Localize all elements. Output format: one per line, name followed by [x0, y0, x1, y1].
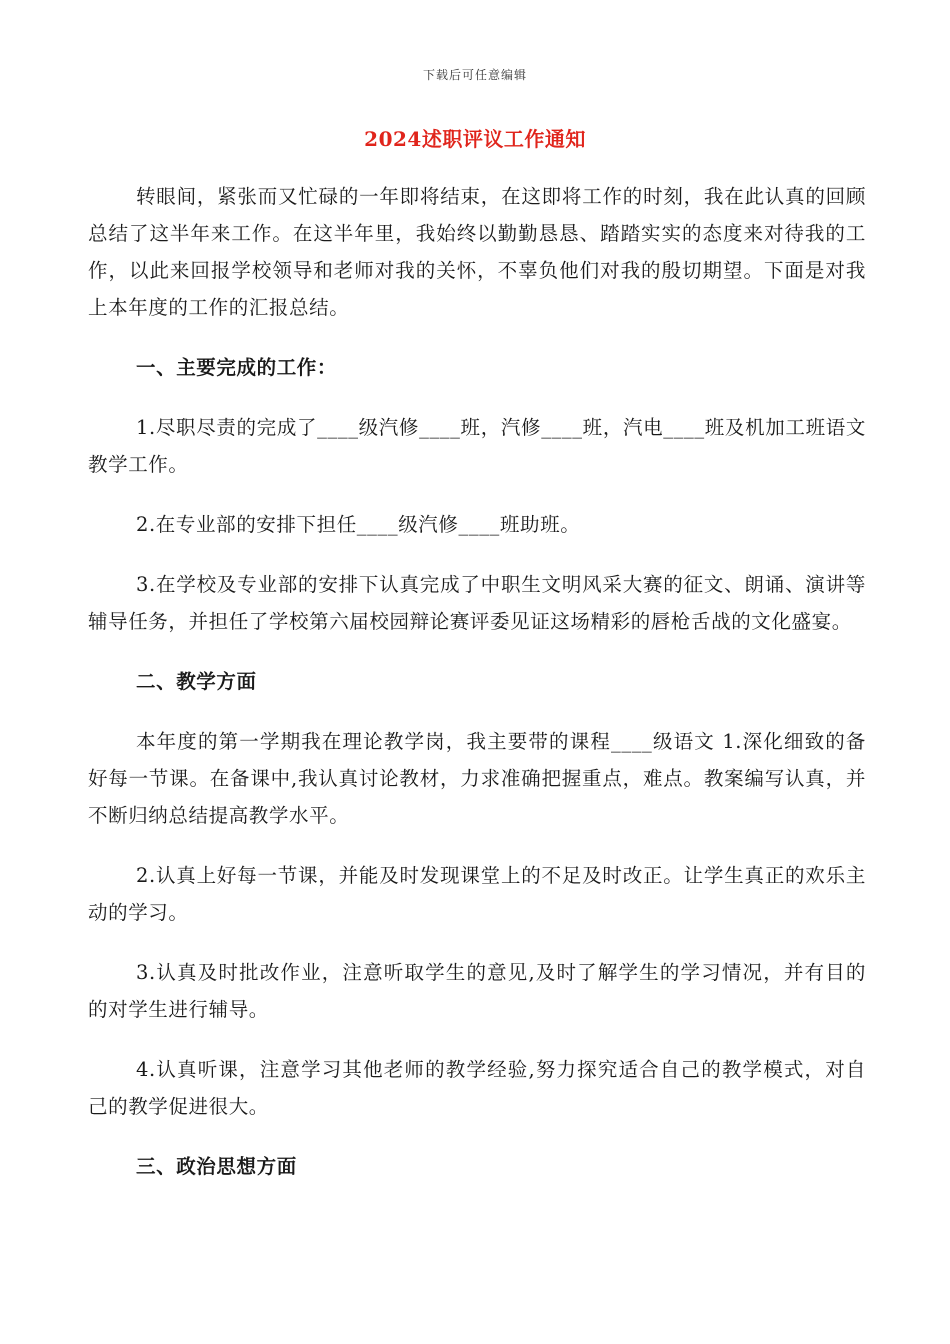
teaching-paragraph: 4.认真听课，注意学习其他老师的教学经验,努力探究适合自己的教学模式，对自己的教学促进很大。: [88, 1058, 866, 1118]
work-item: 1.尽职尽责的完成了____级汽修____班，汽修____班，汽电____班及机加工班语文教学工作。: [88, 416, 866, 476]
document-title: 2024述职评议工作通知: [364, 127, 586, 151]
section-heading-main-work: 一、主要完成的工作：: [136, 356, 338, 379]
section-heading-political: 三、政治思想方面: [136, 1155, 297, 1178]
teaching-paragraph: 2.认真上好每一节课，并能及时发现课堂上的不足及时改正。让学生真正的欢乐主动的学习。: [88, 864, 866, 924]
teaching-paragraph: 本年度的第一学期我在理论教学岗，我主要带的课程____级语文 1.深化细致的备好每一节课。在备课中,我认真讨论教材，力求准确把握重点，难点。教案编写认真，并不断归纳总结提高教学水平。: [88, 730, 866, 827]
header-note: 下载后可任意编辑: [422, 68, 527, 82]
work-item: 2.在专业部的安排下担任____级汽修____班助班。: [136, 513, 581, 536]
section-heading-teaching: 二、教学方面: [136, 670, 257, 693]
teaching-paragraph: 3.认真及时批改作业，注意听取学生的意见,及时了解学生的学习情况，并有目的的对学生进行辅导。: [88, 961, 866, 1021]
work-item: 3.在学校及专业部的安排下认真完成了中职生文明风采大赛的征文、朗诵、演讲等辅导任务，并担任了学校第六届校园辩论赛评委见证这场精彩的唇枪舌战的文化盛宴。: [88, 573, 866, 633]
document-body: [88, 178, 866, 1185]
intro-paragraph: 转眼间，紧张而又忙碌的一年即将结束，在这即将工作的时刻，我在此认真的回顾总结了这半年来工作。在这半年里，我始终以勤勤恳恳、踏踏实实的态度来对待我的工作，以此来回报学校领导和老师对我的关怀，不辜负他们对我的殷切期望。下面是对我上本年度的工作的汇报总结。: [88, 185, 866, 319]
